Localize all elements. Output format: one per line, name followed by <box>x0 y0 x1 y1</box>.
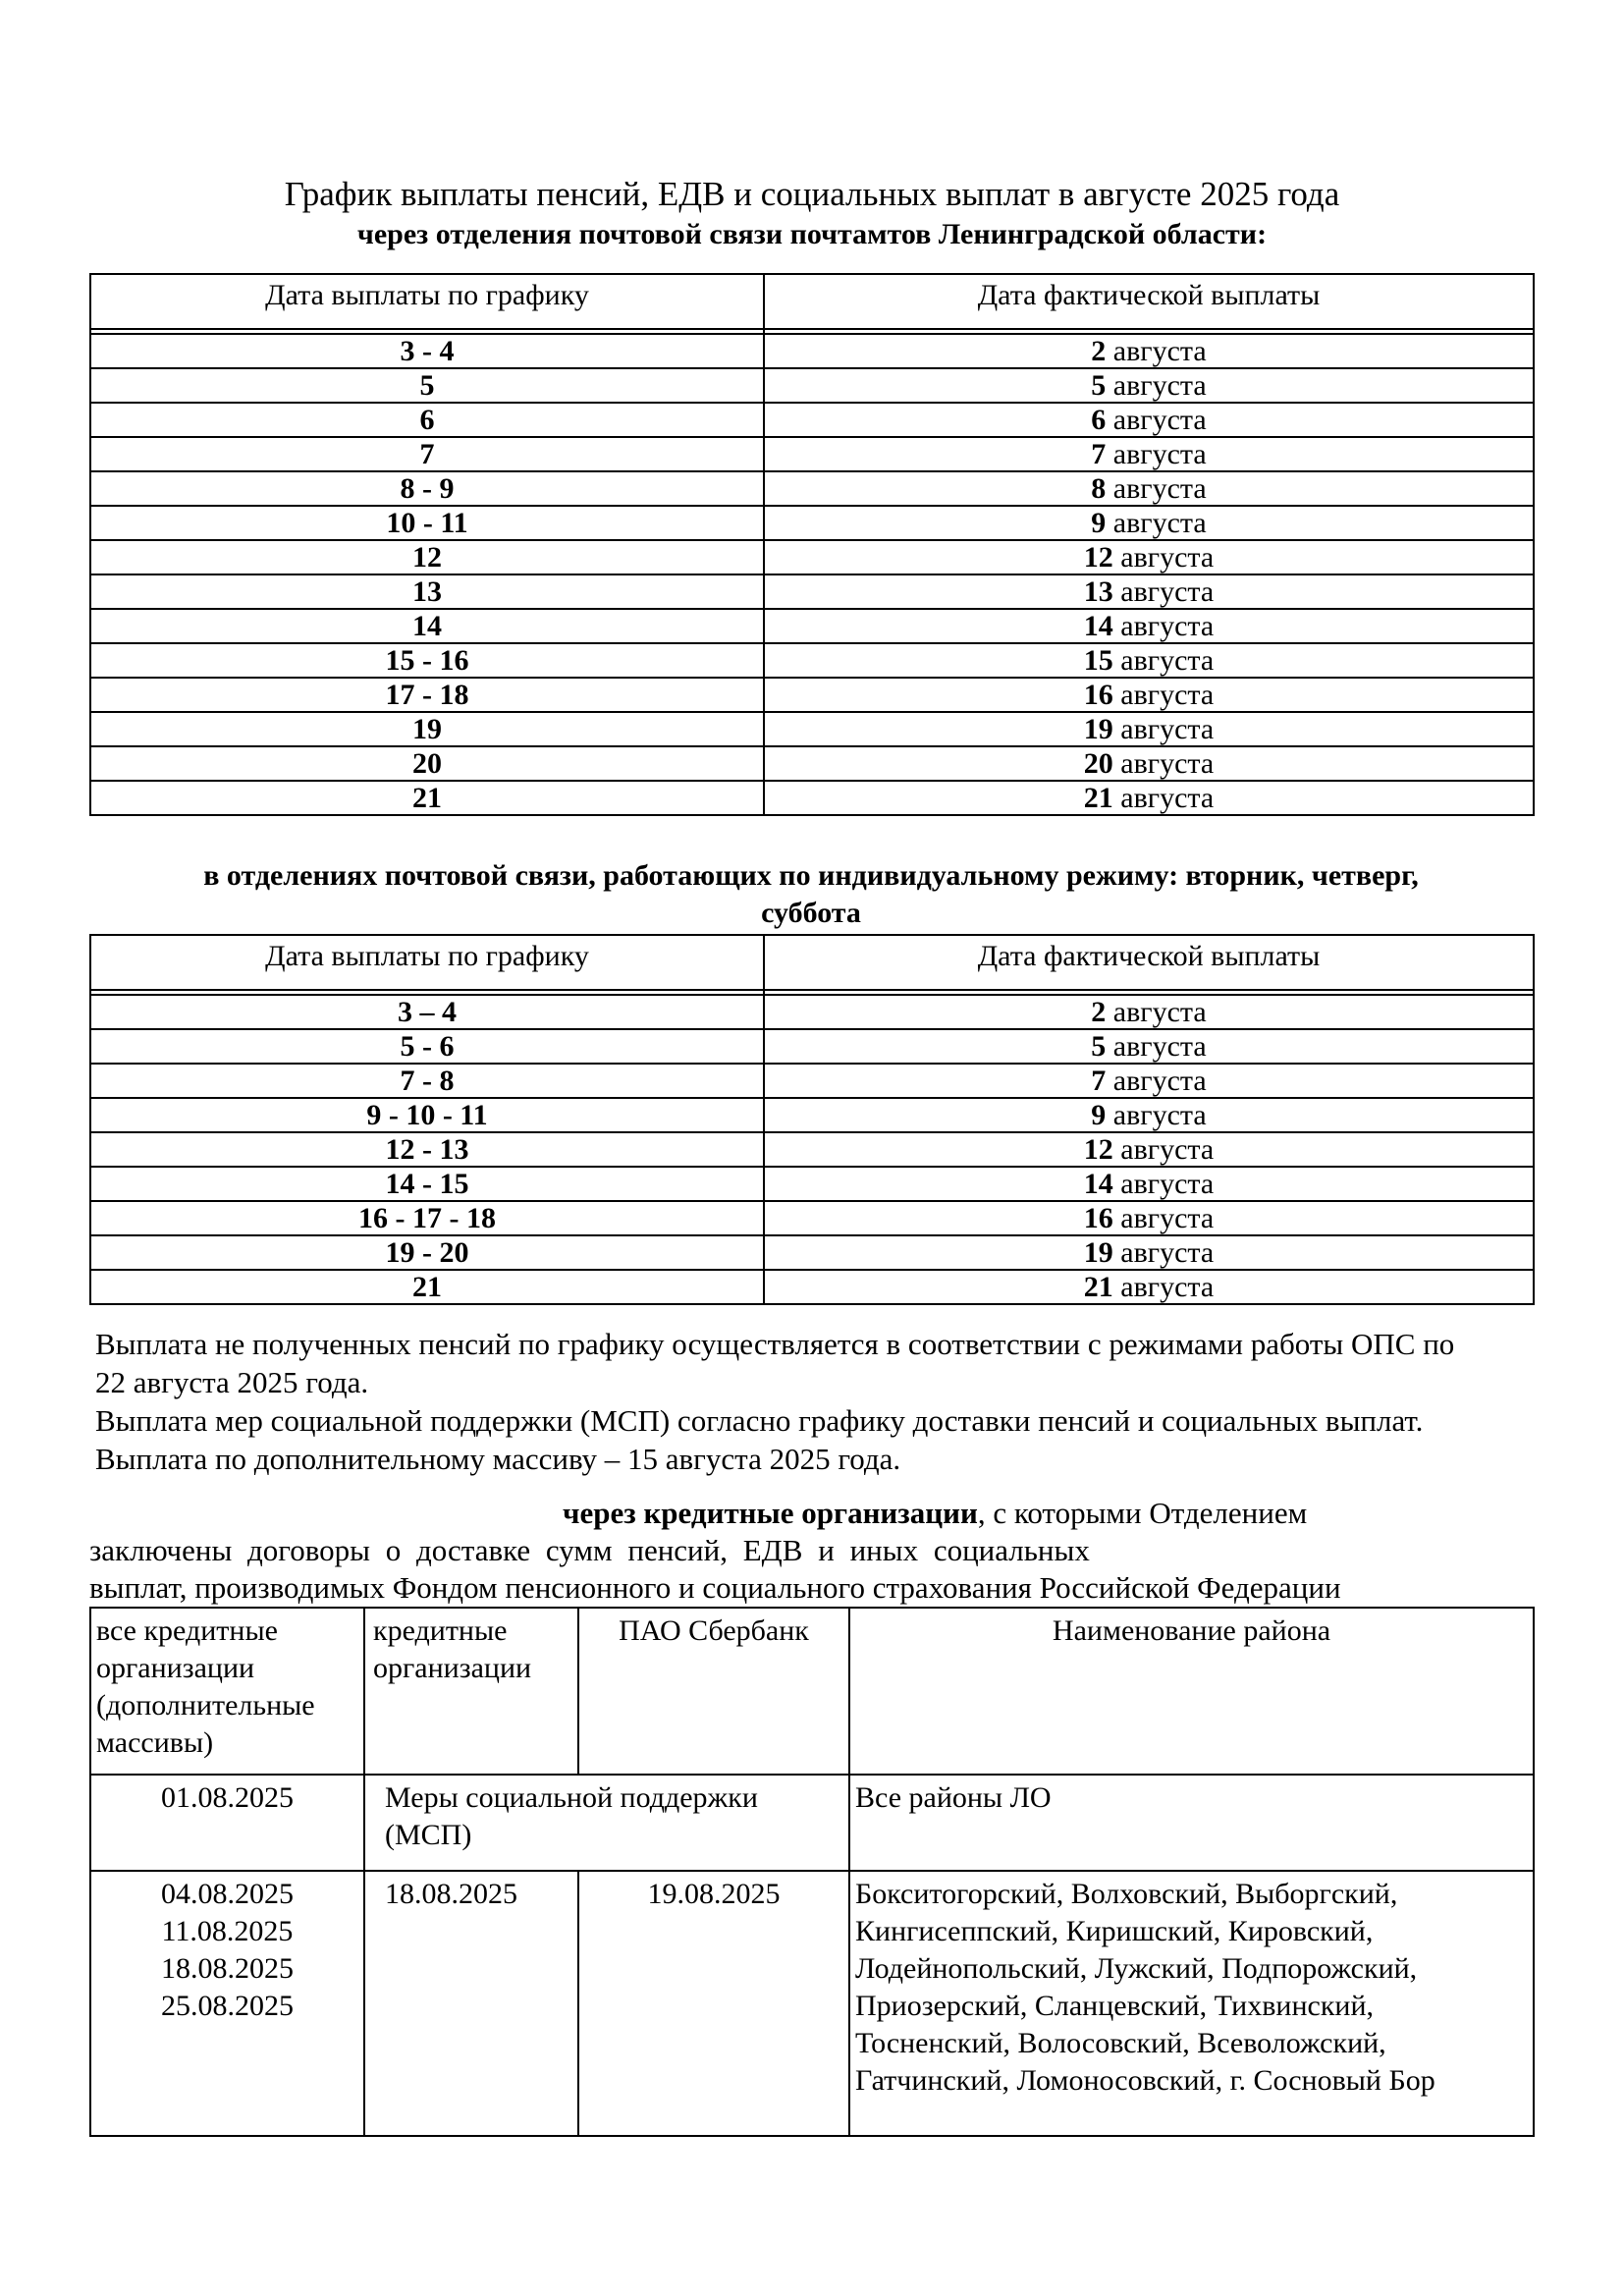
cell-msp-districts: Все районы ЛО <box>849 1775 1534 1871</box>
actual-date-cell <box>764 995 1534 1029</box>
actual-month: августа <box>1112 403 1207 436</box>
district-line: Лодейнопольский, Лужский, Подпорожский, <box>855 1952 1418 1985</box>
table-row <box>90 1064 1534 1098</box>
actual-month: августа <box>1112 437 1207 470</box>
actual-day: 9 <box>1091 506 1107 539</box>
actual-date-cell <box>764 506 1534 540</box>
scheduled-date-cell: 9 - 10 - 11 <box>90 1098 764 1132</box>
cell-additional-dates <box>90 1871 364 2136</box>
table-row <box>90 746 1534 781</box>
cell-district-list <box>849 1871 1534 2136</box>
scheduled-date-cell: 10 - 11 <box>90 506 764 540</box>
table-row <box>90 643 1534 678</box>
actual-month: августа <box>1120 574 1215 608</box>
actual-day: 16 <box>1083 1201 1113 1234</box>
actual-day: 2 <box>1091 334 1107 367</box>
credit-intro-bold: через кредитные организации <box>563 1496 978 1530</box>
credit-intro-line-2: заключены договоры о доставке сумм пенсий, ЕДВ и иных социальных <box>89 1533 1090 1567</box>
table-row-msp <box>90 1775 1534 1871</box>
header-sberbank: ПАО Сбербанк <box>578 1608 849 1775</box>
actual-day: 6 <box>1091 403 1107 436</box>
schedule-table-individual-mode <box>89 934 1535 1305</box>
actual-date-cell <box>764 334 1534 368</box>
table-row <box>90 1029 1534 1064</box>
actual-day: 14 <box>1083 609 1113 642</box>
scheduled-date-cell: 17 - 18 <box>90 678 764 712</box>
actual-day: 21 <box>1083 1270 1113 1303</box>
scheduled-date-cell: 20 <box>90 746 764 781</box>
actual-month: августа <box>1120 712 1215 745</box>
actual-day: 15 <box>1083 643 1113 677</box>
actual-date-cell <box>764 471 1534 506</box>
district-line: Тосненский, Волосовский, Всеволожский, <box>855 2027 1386 2059</box>
scheduled-date-cell: 7 <box>90 437 764 471</box>
district-line: Кингисеппский, Киришский, Кировский, <box>855 1915 1374 1947</box>
header-district-name: Наименование района <box>849 1608 1534 1775</box>
table-row <box>90 334 1534 368</box>
table-row <box>90 574 1534 609</box>
actual-month: августа <box>1120 643 1215 677</box>
scheduled-date-cell: 14 - 15 <box>90 1167 764 1201</box>
actual-month: августа <box>1120 1167 1215 1200</box>
district-line: Гатчинский, Ломоносовский, г. Сосновый Бор <box>855 2064 1435 2097</box>
table-row <box>90 1132 1534 1167</box>
column-header-actual-date: Дата фактической выплаты <box>764 935 1534 990</box>
scheduled-date-cell: 3 - 4 <box>90 334 764 368</box>
actual-date-cell <box>764 1064 1534 1098</box>
actual-month: августа <box>1120 1201 1215 1234</box>
column-header-actual-date: Дата фактической выплаты <box>764 274 1534 329</box>
scheduled-date-cell: 6 <box>90 403 764 437</box>
section-heading-individual-mode <box>89 857 1533 932</box>
actual-day: 21 <box>1083 781 1113 814</box>
actual-day: 7 <box>1091 437 1107 470</box>
actual-date-cell <box>764 712 1534 746</box>
section-heading-line-2: суббота <box>761 897 861 929</box>
actual-month: августа <box>1120 1132 1215 1166</box>
scheduled-date-cell: 3 – 4 <box>90 995 764 1029</box>
scheduled-date-cell: 5 - 6 <box>90 1029 764 1064</box>
actual-day: 19 <box>1083 1235 1113 1269</box>
actual-month: августа <box>1120 609 1215 642</box>
actual-date-cell <box>764 746 1534 781</box>
actual-date-cell <box>764 1098 1534 1132</box>
table-row <box>90 368 1534 403</box>
actual-month: августа <box>1120 678 1215 711</box>
scheduled-date-cell: 7 - 8 <box>90 1064 764 1098</box>
actual-date-cell <box>764 1270 1534 1304</box>
credit-organizations-table <box>89 1607 1535 2137</box>
actual-month: августа <box>1112 506 1207 539</box>
actual-month: августа <box>1120 746 1215 780</box>
note-additional-array: Выплата по дополнительному массиву – 15 августа 2025 года. <box>95 1442 901 1476</box>
actual-date-cell <box>764 1132 1534 1167</box>
table-row <box>90 471 1534 506</box>
credit-intro-line-1 <box>563 1495 1307 1531</box>
scheduled-date-cell: 14 <box>90 609 764 643</box>
credit-intro-rest: , с которыми Отделением <box>977 1496 1308 1530</box>
table-row <box>90 506 1534 540</box>
table-row <box>90 437 1534 471</box>
actual-day: 5 <box>1091 368 1107 402</box>
actual-day: 20 <box>1083 746 1113 780</box>
actual-date-cell <box>764 1029 1534 1064</box>
table-row <box>90 781 1534 815</box>
scheduled-date-cell: 8 - 9 <box>90 471 764 506</box>
actual-month: августа <box>1112 334 1207 367</box>
payment-notes <box>95 1325 1568 1478</box>
actual-day: 12 <box>1083 1132 1113 1166</box>
note-unpaid-pensions: Выплата не полученных пенсий по графику осуществляется в соответствии с режимами работы ОПС по <box>95 1327 1455 1361</box>
actual-date-cell <box>764 781 1534 815</box>
actual-month: августа <box>1112 1029 1207 1063</box>
scheduled-date-cell: 19 <box>90 712 764 746</box>
header-credit-orgs: кредитные организации <box>364 1608 578 1775</box>
schedule-table-body <box>90 990 1534 1304</box>
note-social-support: Выплата мер социальной поддержки (МСП) согласно графику доставки пенсий и социальных выплат. <box>95 1403 1424 1438</box>
actual-date-cell <box>764 1201 1534 1235</box>
district-line: Приозерский, Сланцевский, Тихвинский, <box>855 1990 1375 2022</box>
schedule-table-post-offices <box>89 273 1535 816</box>
table-row <box>90 540 1534 574</box>
actual-day: 9 <box>1091 1098 1107 1131</box>
additional-date: 11.08.2025 <box>161 1915 294 1947</box>
table-row <box>90 403 1534 437</box>
district-line: Бокситогорский, Волховский, Выборгский, <box>855 1878 1398 1910</box>
actual-date-cell <box>764 678 1534 712</box>
table-row <box>90 678 1534 712</box>
scheduled-date-cell: 21 <box>90 781 764 815</box>
credit-intro-line-3: выплат, производимых Фондом пенсионного и социального страхования Российской Федерации <box>89 1570 1341 1605</box>
scheduled-date-cell: 19 - 20 <box>90 1235 764 1270</box>
actual-month: августа <box>1112 1064 1207 1097</box>
note-unpaid-pensions-cont: 22 августа 2025 года. <box>95 1365 369 1399</box>
table-row <box>90 609 1534 643</box>
schedule-table-body <box>90 329 1534 815</box>
actual-date-cell <box>764 1167 1534 1201</box>
scheduled-date-cell: 5 <box>90 368 764 403</box>
actual-day: 8 <box>1091 471 1107 505</box>
actual-day: 19 <box>1083 712 1113 745</box>
actual-date-cell <box>764 643 1534 678</box>
section-heading-line-1: в отделениях почтовой связи, работающих по индивидуальному режиму: вторник, четверг, <box>203 859 1419 892</box>
actual-month: августа <box>1112 471 1207 505</box>
actual-month: августа <box>1112 995 1207 1028</box>
table-row <box>90 1167 1534 1201</box>
column-header-scheduled-date: Дата выплаты по графику <box>90 274 764 329</box>
actual-month: августа <box>1112 1098 1207 1131</box>
table-row <box>90 995 1534 1029</box>
cell-sberbank-date: 19.08.2025 <box>578 1871 849 2136</box>
actual-day: 12 <box>1083 540 1113 574</box>
table-row-districts <box>90 1871 1534 2136</box>
actual-month: августа <box>1120 540 1215 574</box>
document-title: График выплаты пенсий, ЕДВ и социальных выплат в августе 2025 года <box>284 175 1340 213</box>
table-row <box>90 1270 1534 1304</box>
table-row <box>90 1201 1534 1235</box>
scheduled-date-cell: 15 - 16 <box>90 643 764 678</box>
cell-msp-date: 01.08.2025 <box>90 1775 364 1871</box>
scheduled-date-cell: 21 <box>90 1270 764 1304</box>
actual-day: 16 <box>1083 678 1113 711</box>
table-row <box>90 1235 1534 1270</box>
actual-day: 7 <box>1091 1064 1107 1097</box>
scheduled-date-cell: 13 <box>90 574 764 609</box>
cell-credit-org-date: 18.08.2025 <box>364 1871 578 2136</box>
actual-month: августа <box>1120 1235 1215 1269</box>
actual-date-cell <box>764 609 1534 643</box>
table-row <box>90 712 1534 746</box>
additional-date: 25.08.2025 <box>161 1990 294 2022</box>
column-header-scheduled-date: Дата выплаты по графику <box>90 935 764 990</box>
actual-month: августа <box>1120 781 1215 814</box>
actual-day: 2 <box>1091 995 1107 1028</box>
actual-date-cell <box>764 1235 1534 1270</box>
actual-day: 13 <box>1083 574 1113 608</box>
scheduled-date-cell: 12 - 13 <box>90 1132 764 1167</box>
scheduled-date-cell: 12 <box>90 540 764 574</box>
document-subtitle: через отделения почтовой связи почтамтов Ленинградской области: <box>356 218 1268 250</box>
scheduled-date-cell: 16 - 17 - 18 <box>90 1201 764 1235</box>
actual-month: августа <box>1120 1270 1215 1303</box>
header-all-credit-orgs: все кредитные организации (дополнительные массивы) <box>90 1608 364 1775</box>
additional-date: 04.08.2025 <box>161 1878 294 1910</box>
actual-date-cell <box>764 540 1534 574</box>
actual-date-cell <box>764 437 1534 471</box>
table-header-row <box>90 1608 1534 1775</box>
cell-msp-label: Меры социальной поддержки (МСП) <box>364 1775 849 1871</box>
actual-date-cell <box>764 574 1534 609</box>
actual-day: 5 <box>1091 1029 1107 1063</box>
actual-date-cell <box>764 368 1534 403</box>
table-row <box>90 1098 1534 1132</box>
actual-month: августа <box>1112 368 1207 402</box>
actual-date-cell <box>764 403 1534 437</box>
additional-date: 18.08.2025 <box>161 1952 294 1985</box>
actual-day: 14 <box>1083 1167 1113 1200</box>
